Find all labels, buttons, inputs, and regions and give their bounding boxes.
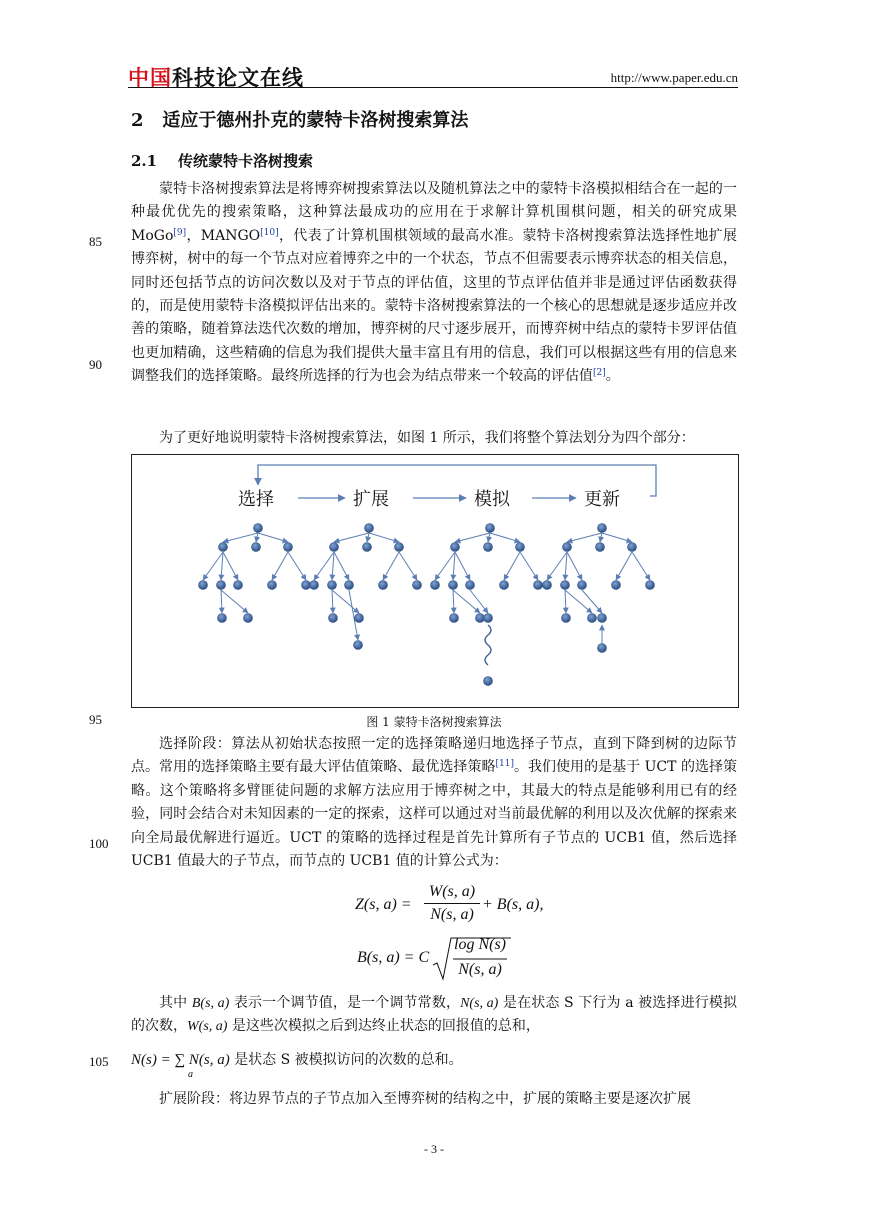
tree-edge xyxy=(383,552,399,580)
tree-node xyxy=(598,644,607,653)
subsection-title: 2.1 传统蒙特卡洛树搜索 xyxy=(131,152,313,170)
tree-edge xyxy=(455,552,470,580)
line-number: 100 xyxy=(89,836,109,851)
tree-edge xyxy=(221,590,248,613)
tree-edge xyxy=(616,552,632,580)
paragraph-6: 扩展阶段：将边界节点的子节点加入至博弈树的结构之中，扩展的策略主要是逐次扩展 xyxy=(159,1091,691,1107)
tree-node xyxy=(628,543,637,552)
tree-node xyxy=(363,543,372,552)
mcts-diagram xyxy=(132,455,738,707)
tree-node xyxy=(379,581,388,590)
tree-edge xyxy=(256,533,258,542)
tree-edge xyxy=(504,552,520,580)
tree-node xyxy=(234,581,243,590)
tree-node xyxy=(449,581,458,590)
tree-edge xyxy=(334,552,349,580)
tree-edge xyxy=(565,590,566,613)
tree-edge xyxy=(455,533,490,542)
paragraph-4: 其中 B(s, a) 表示一个调节值，是一个调节常数，N(s, a) 是在状态 S 下行为 a 被选择进行模拟的次数，W(s, a) 是这些次模拟之后到达终止状态的回报值的总和， xyxy=(131,995,737,1035)
tree-node xyxy=(596,543,605,552)
tree-edge xyxy=(223,533,258,542)
tree-node xyxy=(302,581,311,590)
tree-edge xyxy=(490,533,520,542)
tree-node xyxy=(561,581,570,590)
tree-node xyxy=(562,614,571,623)
tree-node xyxy=(354,641,363,650)
tree-node xyxy=(578,581,587,590)
tree-edge xyxy=(582,590,602,613)
paragraph-5: N(s) = ∑ N(s, a) 是状态 S 被模拟访问的次数的总和。 xyxy=(131,1052,463,1068)
tree-node xyxy=(534,581,543,590)
logo-red-text: 中国 xyxy=(128,66,172,90)
stage-label-update: 更新 xyxy=(584,489,620,510)
line-number: 95 xyxy=(89,712,102,727)
tree-node xyxy=(598,524,607,533)
tree-edge xyxy=(520,552,538,580)
tree-node xyxy=(355,614,364,623)
tree-node xyxy=(365,524,374,533)
tree-edge xyxy=(602,533,632,542)
tree-edge xyxy=(221,552,223,580)
header-url[interactable]: http://www.paper.edu.cn xyxy=(610,70,738,85)
tree-edge xyxy=(470,590,488,613)
tree-node xyxy=(450,614,459,623)
line-number: 90 xyxy=(89,357,102,372)
tree-edge xyxy=(565,590,592,613)
tree-node xyxy=(252,543,261,552)
paragraph-3: 选择阶段：算法从初始状态按照一定的选择策略递归地选择子节点，直到下降到树的边际节点。常用的选择策略主要有最大评估值策略、最优选择策略[11]。我们使用的是基于 UCT 的选择策略。这个策略将多臂匪徒问题的求解方法应用于博弈树之中，其最大的特点是能够利用已有的经验，同时会结合对未知因素的一定的探索，这样可以通过对当前最优解的利用以及次优解的探索来向全局最优解进行逼近。UCT 的策略的选择过程是首先计算所有子节点的 UCB1 值，然后选择 UCB1 值最大的子节点，而节点的 UCB1 值的计算公式为： xyxy=(131,736,737,870)
tree-node xyxy=(484,543,493,552)
tree-node xyxy=(612,581,621,590)
tree-node xyxy=(254,524,263,533)
sum-subscript: a xyxy=(188,1069,193,1080)
tree-node xyxy=(268,581,277,590)
tree-edge xyxy=(367,533,369,542)
paragraph-1: 蒙特卡洛树搜索算法是将博弈树搜索算法以及随机算法之中的蒙特卡洛模拟相结合在一起的一种最优优先的搜索策略，这种算法最成功的应用在于求解计算机围棋问题，相关的研究成果 MoGo[9]，MANGO[10]，代表了计算机围棋领域的最高水准。蒙特卡洛树搜索算法选择性地扩展博弈树，树中的每一个节点对应着博弈之中的一个状态，节点不但需要表示博弈状态的相关信息，同时还包括节点的访问次数以及对于节点的评估值，这里的节点评估值并非是通过评估函数获得的，而是使用蒙特卡洛模拟评估出来的。蒙特卡洛树搜索算法的一个核心的思想就是逐步适应并改善的策略，随着算法迭代次数的增加，博弈树的尺寸逐步展开，而博弈树中结点的蒙特卡罗评估值也更加精确，这些精确的信息为我们提供大量丰富且有用的信息，我们可以根据这些有用的信息来调整我们的选择策略。最终所选择的行为也会为结点带来一个较高的评估值[2]。 xyxy=(131,181,738,385)
tree-edge xyxy=(567,533,602,542)
tree-node xyxy=(598,614,607,623)
tree-node xyxy=(218,614,227,623)
tree-node xyxy=(284,543,293,552)
tree-node xyxy=(484,677,493,686)
citation-10[interactable]: [10] xyxy=(260,227,279,238)
tree-node xyxy=(395,543,404,552)
tree-node xyxy=(330,543,339,552)
simulation-rollout xyxy=(485,625,491,665)
header-rule xyxy=(128,87,738,88)
tree-node xyxy=(543,581,552,590)
tree-edge xyxy=(332,552,334,580)
tree-edge xyxy=(369,533,399,542)
tree-node xyxy=(466,581,475,590)
stage-label-expansion: 扩展 xyxy=(353,489,389,510)
stage-label-simulation: 模拟 xyxy=(474,489,510,510)
tree-node xyxy=(646,581,655,590)
tree-node xyxy=(451,543,460,552)
page-number: - 3 - xyxy=(424,1142,444,1156)
tree-edge xyxy=(332,590,333,613)
logo-black-text: 科技论文在线 xyxy=(172,66,304,90)
tree-node xyxy=(516,543,525,552)
tree-edge xyxy=(272,552,288,580)
tree-edge xyxy=(453,590,480,613)
citation-9[interactable]: [9] xyxy=(173,227,187,238)
tree-edge xyxy=(288,552,306,580)
tree-edge xyxy=(453,590,454,613)
tree-node xyxy=(500,581,509,590)
tree-edge xyxy=(567,552,582,580)
tree-edge xyxy=(399,552,417,580)
tree-edge xyxy=(435,552,455,580)
tree-edge xyxy=(453,552,455,580)
tree-edge xyxy=(221,590,222,613)
tree-node xyxy=(217,581,226,590)
tree-node xyxy=(563,543,572,552)
citation-2[interactable]: [2] xyxy=(593,368,606,379)
tree-node xyxy=(219,543,228,552)
section-title: 2 适应于德州扑克的蒙特卡洛树搜索算法 xyxy=(131,110,469,131)
tree-edge xyxy=(223,552,238,580)
paragraph-2: 为了更好地说明蒙特卡洛树搜索算法，如图 1 所示，我们将整个算法划分为四个部分： xyxy=(159,430,695,446)
tree-edge xyxy=(203,552,223,580)
citation-11[interactable]: [11] xyxy=(495,759,514,770)
tree-edge xyxy=(632,552,650,580)
tree-edge xyxy=(332,590,359,613)
tree-edge xyxy=(565,552,567,580)
line-number: 105 xyxy=(89,1054,109,1069)
tree-node xyxy=(476,614,485,623)
tree-node xyxy=(484,614,493,623)
tree-node xyxy=(244,614,253,623)
tree-edge xyxy=(258,533,288,542)
line-number: 85 xyxy=(89,234,102,249)
stage-label-selection: 选择 xyxy=(238,489,274,510)
tree-node xyxy=(431,581,440,590)
tree-node xyxy=(413,581,422,590)
tree-node xyxy=(588,614,597,623)
tree-edge xyxy=(488,533,490,542)
tree-node xyxy=(199,581,208,590)
tree-edge xyxy=(314,552,334,580)
tree-node xyxy=(329,614,338,623)
tree-node xyxy=(345,581,354,590)
tree-edge xyxy=(334,533,369,542)
figure-caption: 图 1 蒙特卡洛树搜索算法 xyxy=(366,715,502,729)
tree-edge xyxy=(600,533,602,542)
tree-node xyxy=(486,524,495,533)
tree-node xyxy=(328,581,337,590)
figure-mcts xyxy=(131,454,739,708)
tree-node xyxy=(310,581,319,590)
search-trees xyxy=(199,524,655,686)
tree-edge xyxy=(547,552,567,580)
